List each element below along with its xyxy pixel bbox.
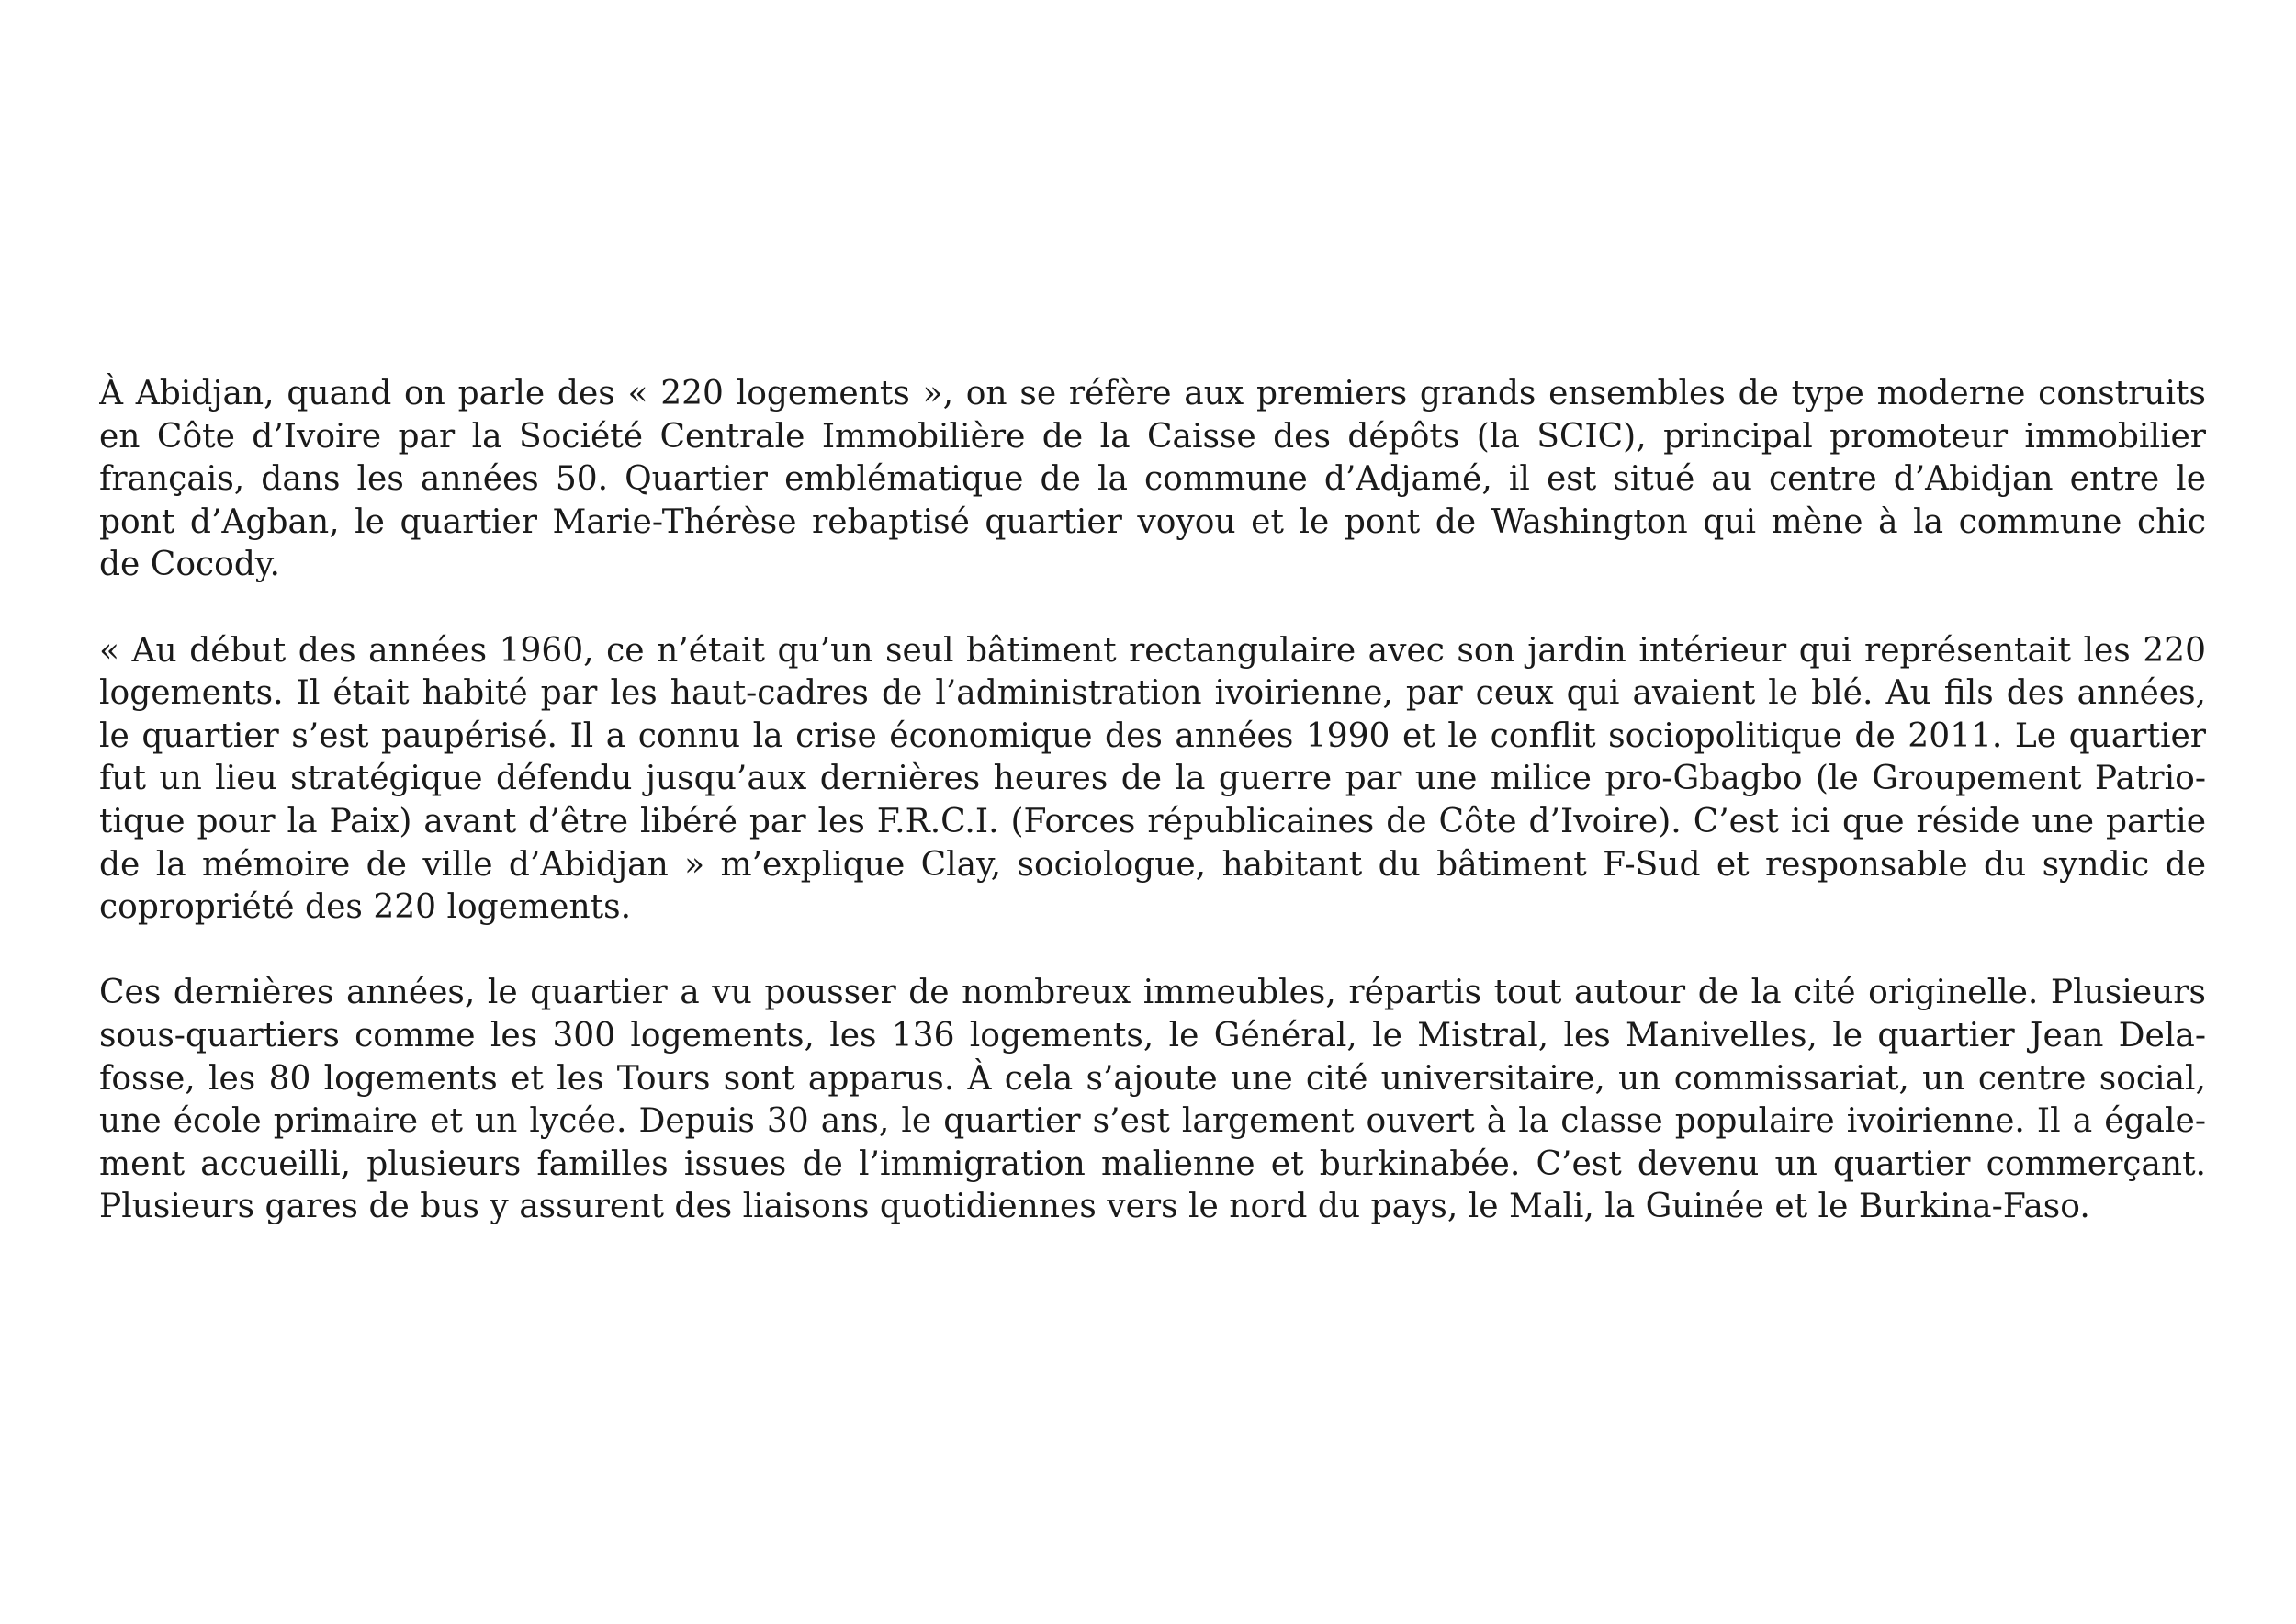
paragraph-line: en Côte d’Ivoire par la Société Centrale Immobilière de la Caisse des dépôts (la SCIC), principal promoteur immobilier: [99, 417, 2206, 456]
paragraph-line: français, dans les années 50. Quartier emblématique de la commune d’Adjamé, il est situé au centre d’Abidjan entre le: [99, 460, 2206, 499]
paragraph-line: « Au début des années 1960, ce n’était qu’un seul bâtiment rectangulaire avec son jardin intérieur qui représentait les 220: [99, 631, 2206, 670]
paragraph-line: logements. Il était habité par les haut-cadres de l’administration ivoirienne, par ceux qui avaient le blé. Au fils des années,: [99, 674, 2206, 713]
article-body: [99, 373, 2206, 1229]
paragraph-line: une école primaire et un lycée. Depuis 30 ans, le quartier s’est largement ouvert à la classe populaire ivoirienne. Il a égale-: [99, 1102, 2206, 1141]
paragraph-line: tique pour la Paix) avant d’être libéré par les F.R.C.I. (Forces républicaines de Côte d’Ivoire). C’est ici que réside une partie: [99, 802, 2206, 840]
paragraph-line: de la mémoire de ville d’Abidjan » m’explique Clay, sociologue, habitant du bâtiment F-Sud et responsable du syndic de: [99, 845, 2206, 884]
paragraph-line: fosse, les 80 logements et les Tours sont apparus. À cela s’ajoute une cité universitaire, un commissariat, un centre social,: [99, 1059, 2206, 1098]
paragraph-line: fut un lieu stratégique défendu jusqu’aux dernières heures de la guerre par une milice pro-Gbagbo (le Groupement Patrio-: [99, 760, 2206, 798]
paragraph-line: Ces dernières années, le quartier a vu pousser de nombreux immeubles, répartis tout autour de la cité originelle. Plusieurs: [99, 974, 2206, 1012]
paragraph-3: [99, 972, 2206, 1229]
paragraph-line: le quartier s’est paupérisé. Il a connu la crise économique des années 1990 et le conflit sociopolitique de 2011. Le quartier: [99, 716, 2206, 755]
paragraph-line: ment accueilli, plusieurs familles issues de l’immigration malienne et burkinabée. C’est devenu un quartier commerçant.: [99, 1145, 2206, 1183]
paragraph-1: [99, 373, 2206, 587]
paragraph-line: copropriété des 220 logements.: [99, 888, 632, 927]
paragraph-line: pont d’Agban, le quartier Marie-Thérèse rebaptisé quartier voyou et le pont de Washington qui mène à la commune chic: [99, 502, 2206, 541]
paragraph-line: Plusieurs gares de bus y assurent des liaisons quotidiennes vers le nord du pays, le Mali, la Guinée et le Burkina-Faso.: [99, 1188, 2090, 1226]
paragraph-line: À Abidjan, quand on parle des « 220 logements », on se réfère aux premiers grands ensembles de type moderne construits: [99, 375, 2206, 412]
paragraph-2: [99, 630, 2206, 930]
paragraph-line: de Cocody.: [99, 546, 280, 584]
paragraph-line: sous-quartiers comme les 300 logements, les 136 logements, le Général, le Mistral, les Manivelles, le quartier Jean Dela-: [99, 1016, 2206, 1054]
